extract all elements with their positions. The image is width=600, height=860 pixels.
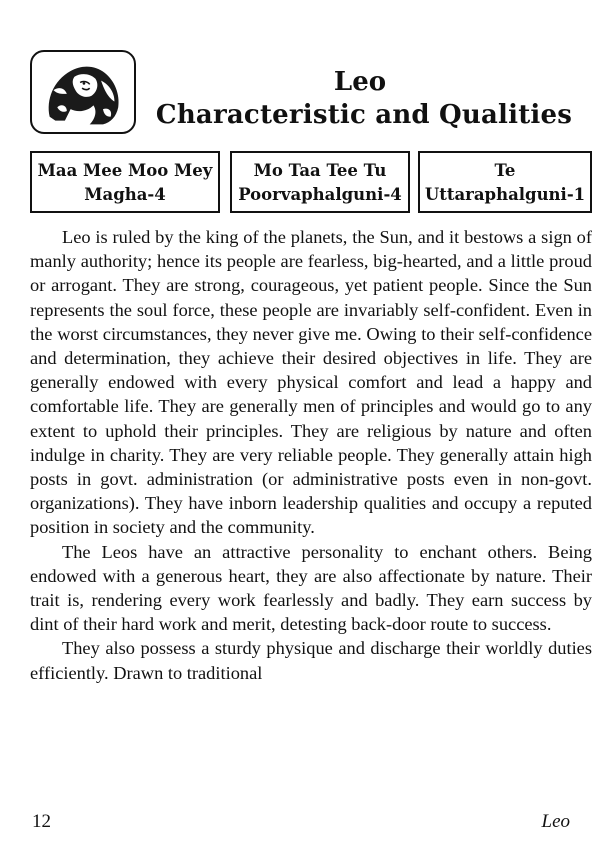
page-title [140,66,580,132]
nakshatra-name: Magha-4 [84,185,166,204]
nakshatra-boxes [30,151,592,215]
title-line-1: Leo [333,67,387,97]
nakshatra-name: Poorvaphalguni-4 [238,185,402,204]
lion-icon [30,50,136,134]
page-number: 12 [32,811,51,832]
nakshatra-box-uttaraphalguni [418,151,592,213]
paragraph-2: The Leos have an attractive personality to enchant others. Being endowed with a generous heart, they are also affectionate by nature. Their trait is, rendering every work fearlessly and badly. They earn success by dint of their hard work and merit, detesting back-door route to success. [30,541,592,635]
nakshatra-box-magha [30,151,220,213]
running-head: Leo [541,811,570,832]
nakshatra-box-poorvaphalguni [230,151,410,213]
body-text [30,225,592,685]
nakshatra-name: Uttaraphalguni-1 [424,185,586,204]
title-line-2: Characteristic and Qualities [155,100,573,130]
nakshatra-syllables: Mo Taa Tee Tu [253,161,387,180]
nakshatra-syllables: Te [494,161,516,180]
paragraph-3: They also possess a sturdy physique and discharge their worldly duties efficiently. Drawn to traditional [30,638,592,683]
nakshatra-syllables: Maa Mee Moo Mey [37,161,213,180]
paragraph-1: Leo is ruled by the king of the planets, the Sun, and it bestows a sign of manly authority; hence its people are fearless, big-hearted, and a little proud or arrogant. They are strong, courageous, yet patient people. Since the Sun represents the soul force, these people are invariably self-confident. Even in the worst circumstances, they never give me. Owing to their self-confidence and determination, they achieve their desired objectives in life. They are generally endowed with every physical comfort and lead a happy and comfortable life. They are generally men of principles and would go to any extent to uphold their principles. They are religious by nature and often indulge in charity. They are very reliable people. They generally attain high posts in govt. administration (or administrative posts even in non-govt. organizations). They have inborn leadership qualities and occupy a reputed position in society and the community. [30,227,592,538]
